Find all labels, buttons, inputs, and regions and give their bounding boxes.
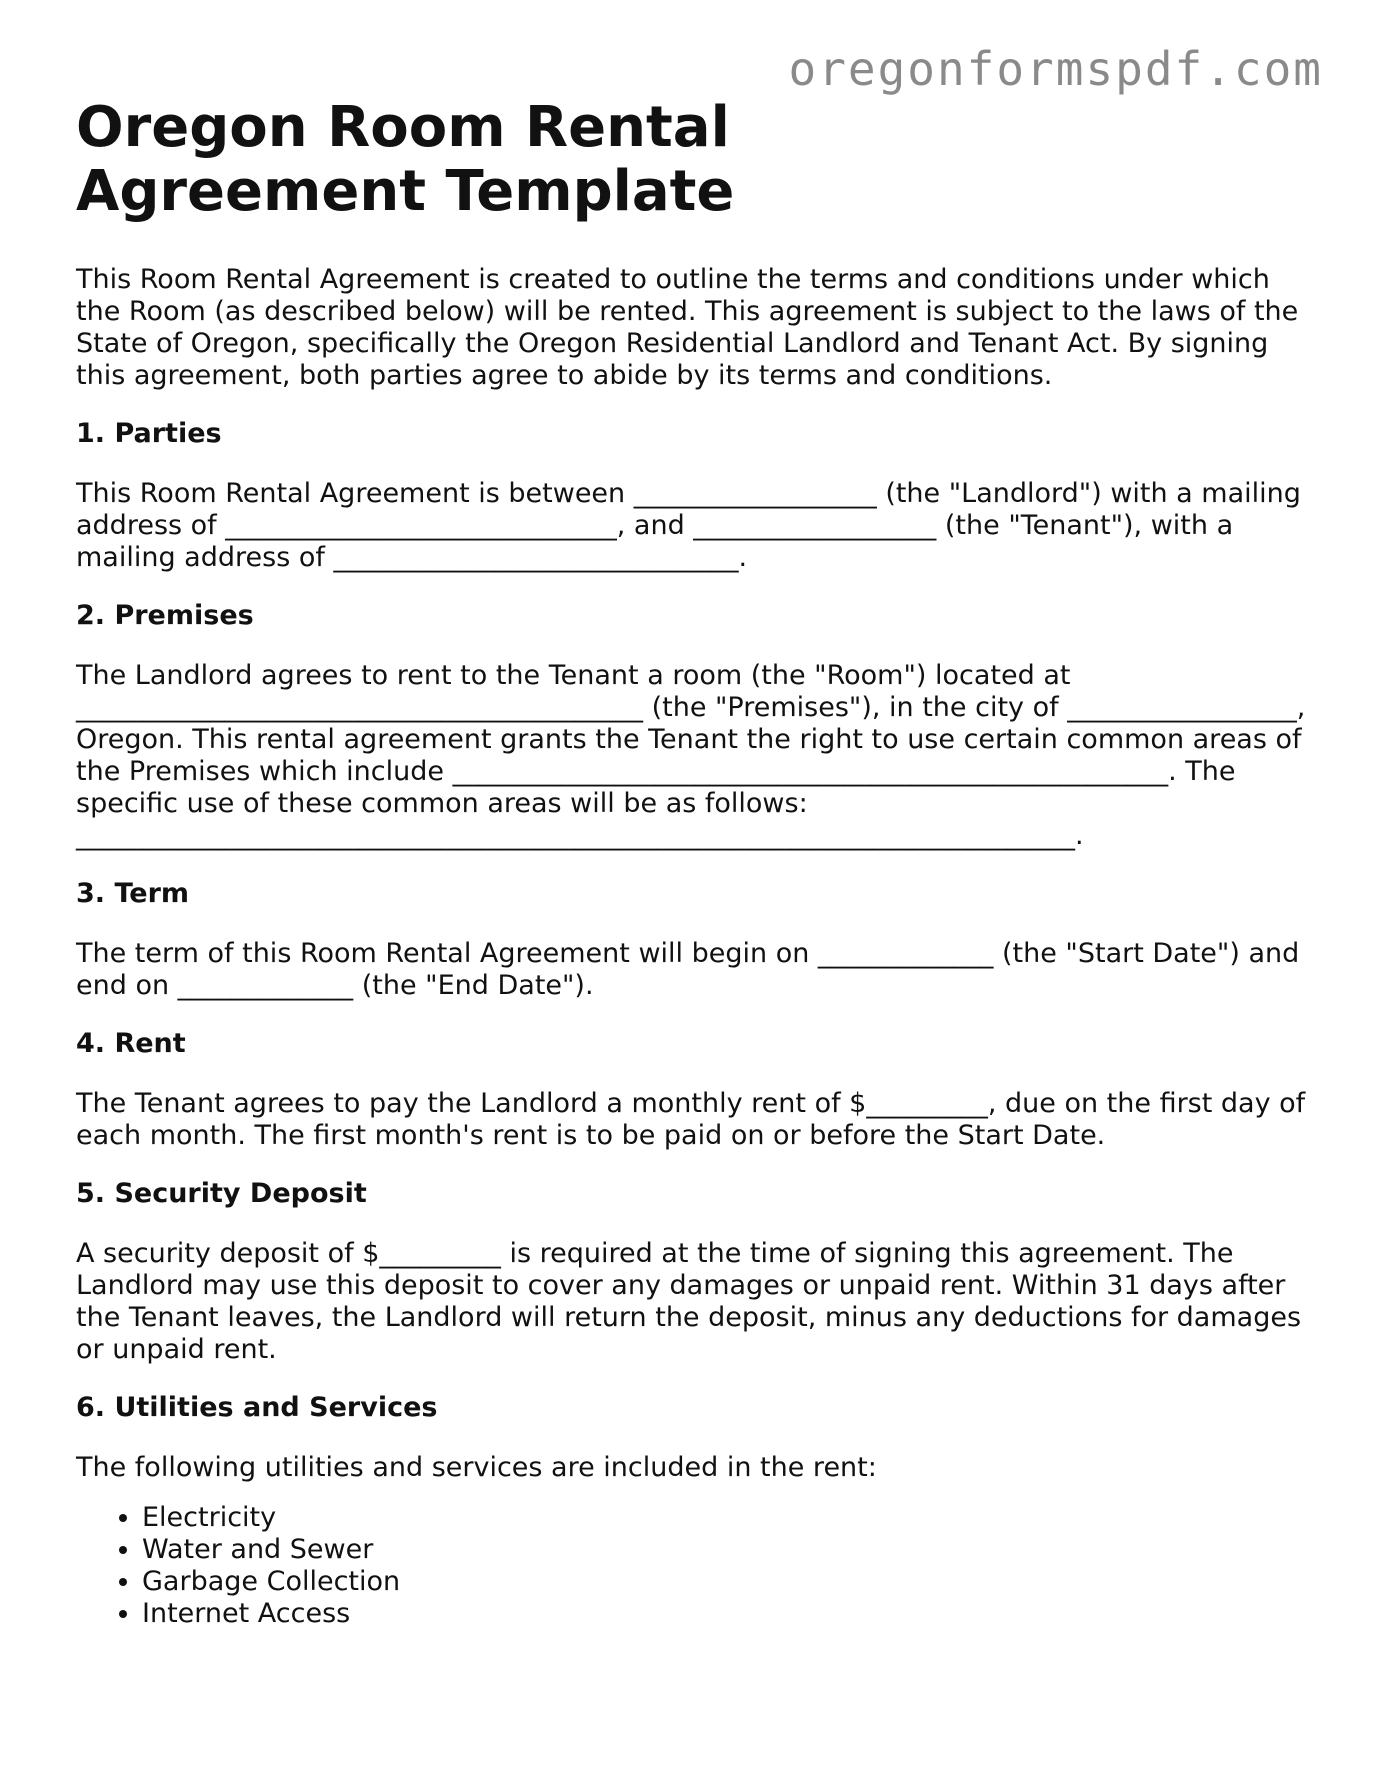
- document-page: [76, 96, 1306, 1630]
- intro-paragraph: This Room Rental Agreement is created to outline the terms and conditions under which the Room (as described below) will be rented. This agreement is subject to the laws of the State of Oregon, specifically the Oregon Residential Landlord and Tenant Act. By signing this agreement, both parties agree to abide by its terms and conditions.: [76, 264, 1299, 391]
- utilities-list: [76, 1502, 1306, 1630]
- document-title: Oregon Room Rental Agreement Template: [76, 95, 735, 224]
- section-body-premises: The Landlord agrees to rent to the Tenant a room (the "Room") located at __________________________________________ (the "Premises"), in the city of _________________, Oregon. This rental agreement grants the Tenant the right to use certain common areas of the Premises which include _____________________________________________________. The specific use of these common areas will be as follows: __________________________________________________________________________.: [76, 660, 1306, 851]
- section-heading-term: 3. Term: [76, 878, 190, 909]
- section-heading-premises: 2. Premises: [76, 600, 254, 631]
- section-heading-deposit: 5. Security Deposit: [76, 1178, 367, 1209]
- section-heading-rent: 4. Rent: [76, 1028, 186, 1059]
- list-item: • Electricity: [142, 1502, 1306, 1534]
- section-body-term: The term of this Room Rental Agreement will begin on _____________ (the "Start Date") and end on _____________ (the "End Date").: [76, 938, 1300, 1001]
- list-item: • Internet Access: [142, 1598, 1306, 1630]
- section-body-parties: This Room Rental Agreement is between __________________ (the "Landlord") with a mailing address of _____________________________, and __________________ (the "Tenant"), with a mailing address of ______________________________.: [76, 478, 1301, 573]
- watermark: oregonformspdf.com: [788, 42, 1323, 96]
- section-body-rent: The Tenant agrees to pay the Landlord a monthly rent of $_________, due on the first day of each month. The first month's rent is to be paid on or before the Start Date.: [76, 1088, 1306, 1151]
- section-heading-parties: 1. Parties: [76, 418, 222, 449]
- list-item: • Garbage Collection: [142, 1566, 1306, 1598]
- section-heading-utilities: 6. Utilities and Services: [76, 1392, 438, 1423]
- section-body-deposit: A security deposit of $_________ is required at the time of signing this agreement. The Landlord may use this deposit to cover any damages or unpaid rent. Within 31 days after the Tenant leaves, the Landlord will return the deposit, minus any deductions for damages or unpaid rent.: [76, 1238, 1302, 1365]
- section-body-utilities: The following utilities and services are included in the rent:: [76, 1452, 877, 1483]
- list-item: • Water and Sewer: [142, 1534, 1306, 1566]
